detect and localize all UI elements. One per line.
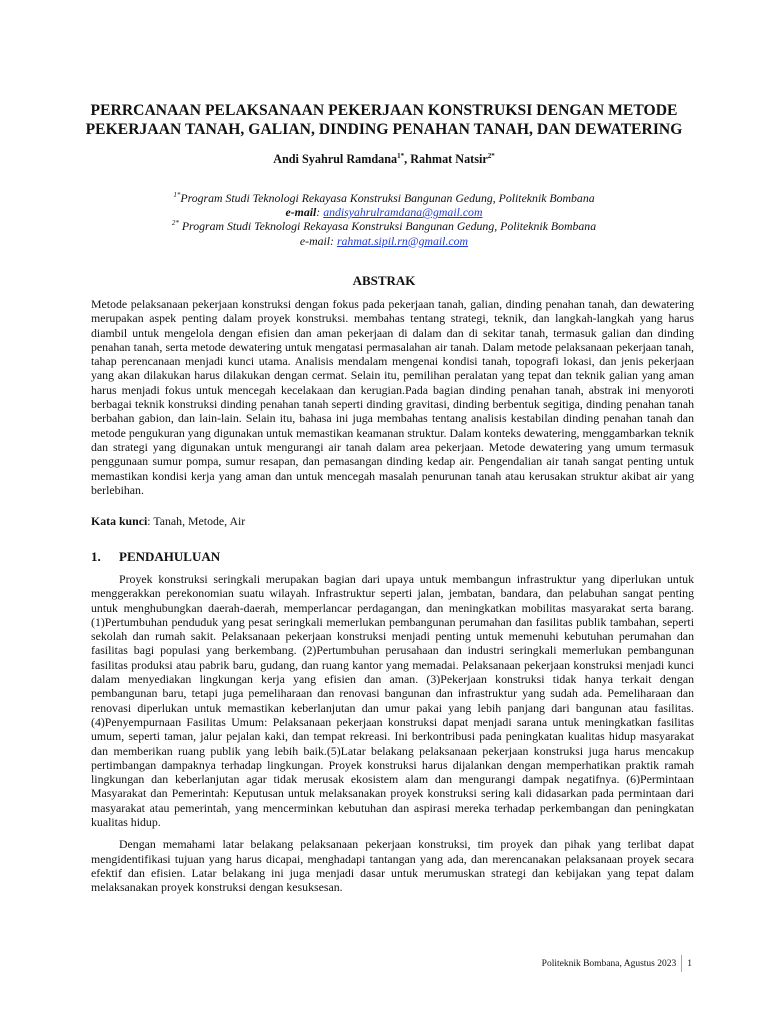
- affiliation-mark: 1*: [173, 191, 181, 200]
- body-paragraph: Dengan memahami latar belakang pelaksanaan pekerjaan konstruksi, tim proyek dan pihak yang terlibat dapat mengidentifikasi tujuan yang harus dicapai, menghadapi tantangan yang ada, dan merencanakan pelaksanaan proyek secara efektif dan efisien. Latar belakang ini juga menjadi dasar untuk merumuskan strategi dan kebijakan yang tepat dalam melaksanakan proyek konstruksi dengan kesuksesan.: [91, 837, 694, 895]
- affiliation-2: [80, 219, 688, 233]
- affiliation-2-email-row: [80, 234, 688, 248]
- keywords: [91, 514, 694, 528]
- abstract-body: [91, 297, 694, 497]
- affiliation-1-email-row: e-mail: andisyahrulramdana@gmail.com: [285, 205, 483, 220]
- section-heading: [91, 549, 220, 565]
- section-title: PENDAHULUAN: [119, 549, 221, 564]
- abstract-paragraph: Metode pelaksanaan pekerjaan konstruksi dengan fokus pada pekerjaan tanah, galian, dinding penahan tanah, dan dewatering merupakan aspek penting dalam proyek konstruksi. membahas tentang strategi, teknik, dan langkah-langkah yang harus diambil untuk mengelola dengan efisien dan aman pekerjaan di dalam dan di sekitar tanah, termasuk galian dan dinding penahan tanah, serta metode dewatering untuk mengatasi permasalahan air tanah. Dalam metode pelaksanaan pekerjaan tanah, tahap perencanaan menjadi kunci utama. Analisis mendalam mengenai kondisi tanah, topografi lokasi, dan jenis pekerjaan yang akan dilakukan harus dilakukan dengan cermat. Selain itu, pemilihan peralatan yang tepat dan teknik galian yang aman harus menjadi fokus untuk mencegah kecelakaan dan kerugian.Pada bagian dinding penahan tanah, abstrak ini menyoroti berbagai teknik konstruksi dinding penahan tanah seperti dinding gravitasi, dinding berbentuk segitiga, dinding penahan tanah berbahan gabion, dan lain-lain. Selain itu, bahasa ini juga membahas tentang analisis kestabilan dinding penahan tanah dan metode pengukuran yang digunakan untuk memastikan keamanan struktur. Dalam konteks dewatering, menggambarkan teknik dan strategi yang digunakan untuk mengurangi air tanah dalam area pekerjaan. Metode dewatering yang umum termasuk penggunaan sumur pompa, sumur resapan, dan pemasangan dinding kedap air. Pengendalian air tanah sangat penting untuk memastikan kondisi kerja yang aman dan untuk mencegah masalah penurunan tanah atau kerusakan struktur akibat air yang berlebihan.: [91, 297, 694, 497]
- author-name: Rahmat Natsir: [410, 152, 488, 166]
- author-separator: ,: [404, 152, 411, 166]
- author-affiliation-mark: 2*: [487, 151, 495, 160]
- body-paragraph: Proyek konstruksi seringkali merupakan bagian dari upaya untuk membangun infrastruktur yang diperlukan untuk menggerakkan perekonomian suatu wilayah. Infrastruktur seperti jalan, jembatan, bandara, dan pelabuhan sangat penting untuk menghubungkan daerah-daerah, memperlancar perdagangan, dan meningkatkan mobilitas masyarakat serta barang. (1)Pertumbuhan penduduk yang pesat seringkali memerlukan pembangunan perumahan dan fasilitas publik tambahan, seperti sekolah dan rumah sakit. Pelaksanaan pekerjaan konstruksi menjadi penting untuk memenuhi kebutuhan perumahan dan fasilitas bagi populasi yang berkembang. (2)Pertumbuhan perusahaan dan industri seringkali memerlukan pembangunan fasilitas produksi atau pabrik baru, gudang, dan ruang kantor yang memadai. Pelaksanaan pekerjaan konstruksi menjadi kunci dalam menyediakan lingkungan kerja yang efisien dan aman. (3)Pekerjaan konstruksi tidak hanya terkait dengan pembangunan baru, tetapi juga pemeliharaan dan renovasi bangunan dan infrastruktur yang sudah ada. Pemeliharaan dan renovasi diperlukan untuk memastikan keberlanjutan dan umur pakai yang lebih panjang dari bangunan atau fasilitas. (4)Penyempurnaan Fasilitas Umum: Pelaksanaan pekerjaan konstruksi dapat menjadi sarana untuk meningkatkan fasilitas umum, seperti taman, jalur pejalan kaki, dan tempat rekreasi. Ini berkontribusi pada peningkatan kualitas hidup masyarakat dan memberikan ruang publik yang lebih baik.(5)Latar belakang pelaksanaan pekerjaan konstruksi juga harus mencakup pertimbangan dampaknya terhadap lingkungan. Proyek konstruksi harus dijalankan dengan memperhatikan praktik ramah lingkungan dan keberlanjutan agar tidak merusak ekosistem alam dan mengurangi dampak negatifnya. (6)Permintaan Masyarakat dan Pemerintah: Keputusan untuk melaksanakan proyek konstruksi sering kali didasarkan pada permintaan dari masyarakat atau pemerintah, yang mencerminkan kebutuhan dan aspirasi mereka terhadap perkembangan dan peningkatan kualitas hidup.: [91, 572, 694, 830]
- keywords-list: : Tanah, Metode, Air: [147, 514, 246, 528]
- page-footer: [542, 955, 692, 972]
- email-link[interactable]: andisyahrulramdana@gmail.com: [323, 205, 483, 220]
- section-number: 1.: [91, 549, 101, 564]
- page-number: 1: [687, 958, 692, 969]
- title-line-2: PEKERJAAN TANAH, GALIAN, DINDING PENAHAN TANAH, DAN DEWATERING: [85, 121, 683, 138]
- affiliation-1: [80, 191, 688, 205]
- affiliations: [80, 191, 688, 248]
- email-label: e-mail:: [299, 233, 337, 248]
- keywords-label: Kata kunci: [91, 514, 148, 528]
- email-label: e-mail: [285, 205, 317, 220]
- affiliation-text: Program Studi Teknologi Rekayasa Konstruksi Bangunan Gedung, Politeknik Bombana: [180, 191, 595, 205]
- title-line-1: PERRCANAAN PELAKSANAAN PEKERJAAN KONSTRUKSI DENGAN METODE: [90, 102, 678, 119]
- author-name: Andi Syahrul Ramdana: [273, 152, 398, 166]
- author-list: [80, 152, 688, 166]
- email-link[interactable]: rahmat.sipil.rn@gmail.com: [336, 233, 469, 248]
- section-body: [91, 572, 694, 895]
- affiliation-text: Program Studi Teknologi Rekayasa Konstruksi Bangunan Gedung, Politeknik Bombana: [178, 219, 597, 234]
- author-affiliation-mark: 1*: [397, 151, 405, 160]
- footer-divider: [681, 955, 682, 972]
- affiliation-mark: 2*: [171, 219, 179, 228]
- abstract-heading: ABSTRAK: [352, 273, 416, 288]
- footer-text: Politeknik Bombana, Agustus 2023: [541, 958, 677, 969]
- paper-title: [80, 101, 688, 139]
